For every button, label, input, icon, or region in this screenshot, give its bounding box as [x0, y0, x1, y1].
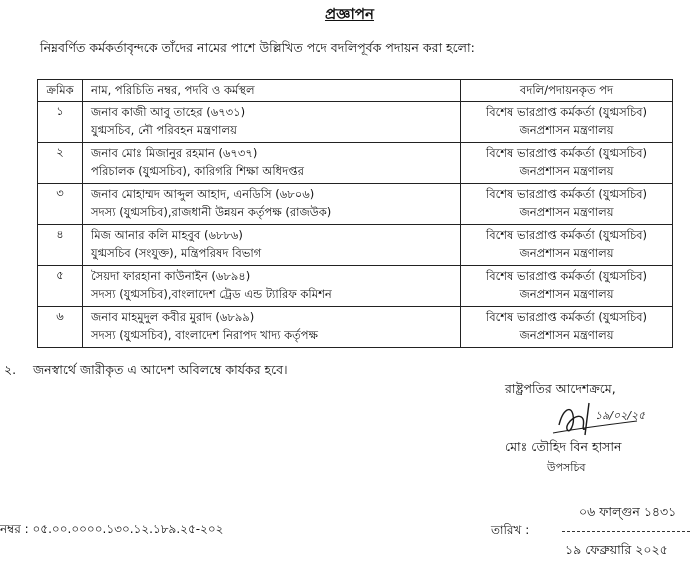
officer-name: জনাব কাজী আবু তাহের (৬৭৩১) [91, 105, 246, 119]
header-serial: ক্রমিক [38, 80, 83, 102]
row-serial: ৪ [38, 225, 83, 266]
row-serial: ১ [38, 102, 83, 143]
row-posting-cell [461, 102, 673, 143]
new-office: জনপ্রশাসন মন্ত্রণালয় [519, 287, 614, 301]
memo-number: নম্বর : ০৫.০০.০০০০.১৩০.১২.১৮৯.২৫-২০২ [0, 522, 224, 536]
officer-name: মিজ আনার কলি মাহবুব (৬৮৮৬) [91, 228, 243, 242]
header-posting: বদলি/পদায়নকৃত পদ [461, 80, 673, 102]
current-post: পরিচালক (যুগ্মসচিব), কারিগরি শিক্ষা অধিদপ্তর [91, 164, 304, 178]
new-post: বিশেষ ভারপ্রাপ্ত কর্মকর্তা (যুগ্মসচিব) [485, 269, 648, 283]
table-row [38, 266, 673, 307]
table-header-row [38, 80, 673, 102]
new-office: জনপ্রশাসন মন্ত্রণালয় [519, 123, 614, 137]
row-posting-cell [461, 307, 673, 348]
officer-name: জনাব মোঃ মিজানুর রহমান (৬৭৩৭) [91, 146, 258, 160]
row-posting-cell [461, 184, 673, 225]
document-title: প্রজ্ঞাপন [324, 5, 375, 23]
signer-designation: উপসচিব [547, 461, 586, 474]
transfer-table [37, 79, 673, 348]
row-posting-cell [461, 225, 673, 266]
table-row [38, 184, 673, 225]
row-name-cell [83, 102, 461, 143]
row-name-cell [83, 307, 461, 348]
row-name-cell [83, 266, 461, 307]
table-row [38, 102, 673, 143]
row-serial: ৩ [38, 184, 83, 225]
row-serial: ৫ [38, 266, 83, 307]
new-post: বিশেষ ভারপ্রাপ্ত কর্মকর্তা (যুগ্মসচিব) [485, 228, 648, 242]
signer-name: মোঃ তৌহিদ বিন হাসান [505, 439, 622, 454]
intro-text: নিম্নবর্ণিত কর্মকর্তাবৃন্দকে তাঁদের নামের পাশে উল্লিখিত পদে বদলিপূর্বক পদায়ন করা হলো: [40, 40, 475, 55]
new-post: বিশেষ ভারপ্রাপ্ত কর্মকর্তা (যুগ্মসচিব) [485, 310, 648, 324]
new-post: বিশেষ ভারপ্রাপ্ত কর্মকর্তা (যুগ্মসচিব) [485, 105, 648, 119]
date-gregorian: ১৯ ফেব্রুয়ারি ২০২৫ [565, 542, 668, 557]
row-name-cell [83, 143, 461, 184]
header-name: নাম, পরিচিতি নম্বর, পদবি ও কর্মস্থল [83, 80, 461, 102]
handwritten-signature [545, 395, 645, 443]
new-post: বিশেষ ভারপ্রাপ্ত কর্মকর্তা (যুগ্মসচিব) [485, 187, 648, 201]
officer-name: জনাব মোহাম্মদ আব্দুল আহাদ, এনডিসি (৬৮০৬) [91, 187, 315, 201]
row-posting-cell [461, 143, 673, 184]
date-divider [562, 531, 690, 532]
new-post: বিশেষ ভারপ্রাপ্ত কর্মকর্তা (যুগ্মসচিব) [485, 146, 648, 160]
signature-date: ১৯/০২/২৫ [595, 409, 645, 422]
new-office: জনপ্রশাসন মন্ত্রণালয় [519, 164, 614, 178]
table-row [38, 143, 673, 184]
date-bengali: ০৬ ফাল্গুন ১৪৩১ [579, 504, 677, 519]
table-row [38, 225, 673, 266]
new-office: জনপ্রশাসন মন্ত্রণালয় [519, 246, 614, 260]
row-name-cell [83, 184, 461, 225]
row-posting-cell [461, 266, 673, 307]
current-post: সদস্য (যুগ্মসচিব),রাজধানী উন্নয়ন কর্তৃপক্ষ (রাজউক) [91, 205, 332, 219]
new-office: জনপ্রশাসন মন্ত্রণালয় [519, 328, 614, 342]
date-label: তারিখ : [491, 523, 530, 537]
current-post: যুগ্মসচিব (সংযুক্ত), মন্ত্রিপরিষদ বিভাগ [91, 246, 262, 260]
officer-name: জনাব মাহমুদুল কবীর মুরাদ (৬৮৯৯) [91, 310, 255, 324]
table-row [38, 307, 673, 348]
new-office: জনপ্রশাসন মন্ত্রণালয় [519, 205, 614, 219]
current-post: যুগ্মসচিব, নৌ পরিবহন মন্ত্রণালয় [91, 123, 237, 137]
row-name-cell [83, 225, 461, 266]
order-of-president: রাষ্ট্রপতির আদেশক্রমে, [505, 381, 616, 396]
current-post: সদস্য (যুগ্মসচিব),বাংলাদেশ ট্রেড এন্ড ট্যারিফ কমিশন [91, 287, 332, 301]
row-serial: ২ [38, 143, 83, 184]
officer-name: সৈয়দা ফারহানা কাউনাইন (৬৮৯৪) [91, 269, 251, 283]
paragraph-2-text: জনস্বার্থে জারীকৃত এ আদেশ অবিলম্বে কার্যকর হবে। [33, 362, 288, 377]
row-serial: ৬ [38, 307, 83, 348]
paragraph-2-number: ২. [4, 362, 17, 377]
current-post: সদস্য (যুগ্মসচিব), বাংলাদেশ নিরাপদ খাদ্য কর্তৃপক্ষ [91, 328, 318, 342]
